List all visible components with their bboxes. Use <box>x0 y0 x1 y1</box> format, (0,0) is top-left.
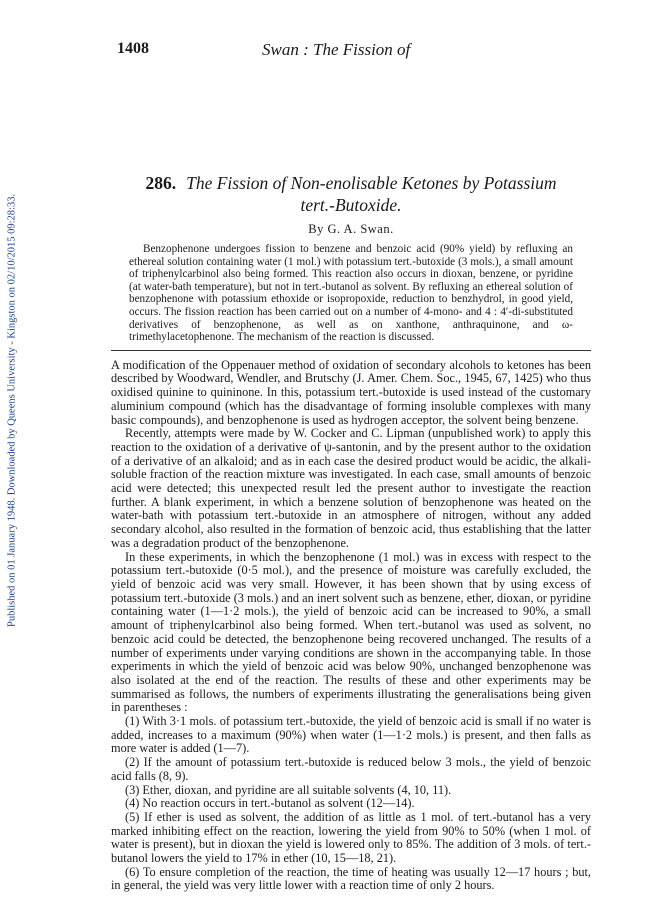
page-number: 1408 <box>117 40 149 57</box>
article-title: The Fission of Non-enolisable Ketones by Potassium <box>186 173 557 193</box>
summary-item: (6) To ensure completion of the reaction, the time of heating was usually 12—17 hours ; but, in general, the yield was very little lower with a reaction time of only 2 hours. <box>111 864 591 893</box>
article-author: By G. A. Swan. <box>308 222 394 236</box>
article-title-line2: tert.-Butoxide. <box>300 195 402 215</box>
body-paragraph: A modification of the Oppenauer method of oxidation of secondary alcohols to ketones has been described by Woodward, Wendler, and Brutschy (J. Amer. Chem. Soc., 1945, 67, 1425) who thus oxidised quinine to quininone. In this, potassium tert.-butoxide is used instead of the customary aluminium compound (which has the disadvantage of forming insoluble complexes with many basic compounds), and benzophenone is used as hydrogen acceptor, the solvent being benzene. <box>111 357 591 427</box>
title-block <box>111 172 591 237</box>
publication-side-note: Published on 01 January 1948. Downloaded by Queens University - Kingston on 02/10/2015 09:28:33. <box>6 193 18 627</box>
summary-item: (2) If the amount of potassium tert.-butoxide is reduced below 3 mols., the yield of benzoic acid falls (8, 9). <box>111 755 591 783</box>
body-paragraph: Recently, attempts were made by W. Cocker and C. Lipman (unpublished work) to apply this reaction to the oxidation of a derivative of ψ-santonin, and by the present author to the oxidation of a derivative of an alkaloid; and as in each case the desired product would be acidic, the alkali-soluble fraction of the reaction mixture was investigated. In each case, small amounts of benzoic acid were detected; this unexpected result led the present author to investigate the reaction further. A blank experiment, in which a benzene solution of benzophenone was heated on the water-bath with potassium tert.-butoxide in an atmosphere of nitrogen, without any added secondary alcohol, also resulted in the formation of benzoic acid, thus establishing that the latter was a degradation product of the benzophenone. <box>111 426 591 550</box>
summary-item: (4) No reaction occurs in tert.-butanol as solvent (12—14). <box>125 796 415 811</box>
running-title: Swan : The Fission of <box>262 40 411 59</box>
article-number: 286. <box>145 173 177 193</box>
body-paragraph: In these experiments, in which the benzophenone (1 mol.) was in excess with respect to the potassium tert.-butoxide (0·5 mol.), and the presence of moisture was carefully excluded, the yield of benzoic acid was very small. However, it has been shown that by using excess of potassium tert.-butoxide (3 mols.) and an inert solvent such as benzene, ether, dioxan, or pyridine containing water (1—1·2 mols.), the yield of benzoic acid can be increased to 90%, a small amount of triphenylcarbinol also being formed. When tert.-butanol was used as solvent, no benzoic acid could be detected, the benzophenone being recovered unchanged. The results of a number of experiments under varying conditions are shown in the accompanying table. In those experiments in which the yield of benzoic acid was below 90%, unchanged benzophenone was also isolated at the end of the reaction. The results of these and other experiments may be summarised as follows, the numbers of experiments illustrating the generalisations being given in parentheses : <box>111 549 591 715</box>
summary-item: (1) With 3·1 mols. of potassium tert.-butoxide, the yield of benzoic acid is small if no water is added, increases to a maximum (90%) when water (1—1·2 mols.) is present, and then falls as more water is added (1—7). <box>111 714 591 756</box>
article <box>111 172 591 893</box>
summary-item: (5) If ether is used as solvent, the addition of as little as 1 mol. of tert.-butanol has a very marked inhibiting effect on the reaction, lowering the yield from 90% to 50% (when 1 mol. of water is present), but in dioxan the yield is lowered only to 85%. The addition of 3 mols. of tert.-butanol lowers the yield to 17% in ether (10, 15—18, 21). <box>111 809 591 866</box>
abstract: Benzophenone undergoes fission to benzene and benzoic acid (90% yield) by refluxing an ethereal solution containing water (1 mol.) with potassium tert.-butoxide (3 mols.), a small amount of triphenylcarbinol also being formed. This reaction also occurs in dioxan, benzene, or pyridine (at water-bath temperature), but not in tert.-butanol as solvent. By refluxing an ethereal solution of benzophenone with potassium ethoxide or isopropoxide, reduction to benzhydrol, in good yield, occurs. The fission reaction has been carried out on a number of 4-mono- and 4 : 4′-di-substituted derivatives of benzophenone, as well as on xanthone, anthraquinone, and ω-trimethylacetophenone. The mechanism of the reaction is discussed. <box>129 243 573 344</box>
body-text <box>111 359 591 893</box>
section-divider <box>111 350 591 351</box>
page-header <box>117 40 592 62</box>
article-title-line1 <box>111 172 591 194</box>
summary-item: (3) Ether, dioxan, and pyridine are all suitable solvents (4, 10, 11). <box>125 782 452 797</box>
